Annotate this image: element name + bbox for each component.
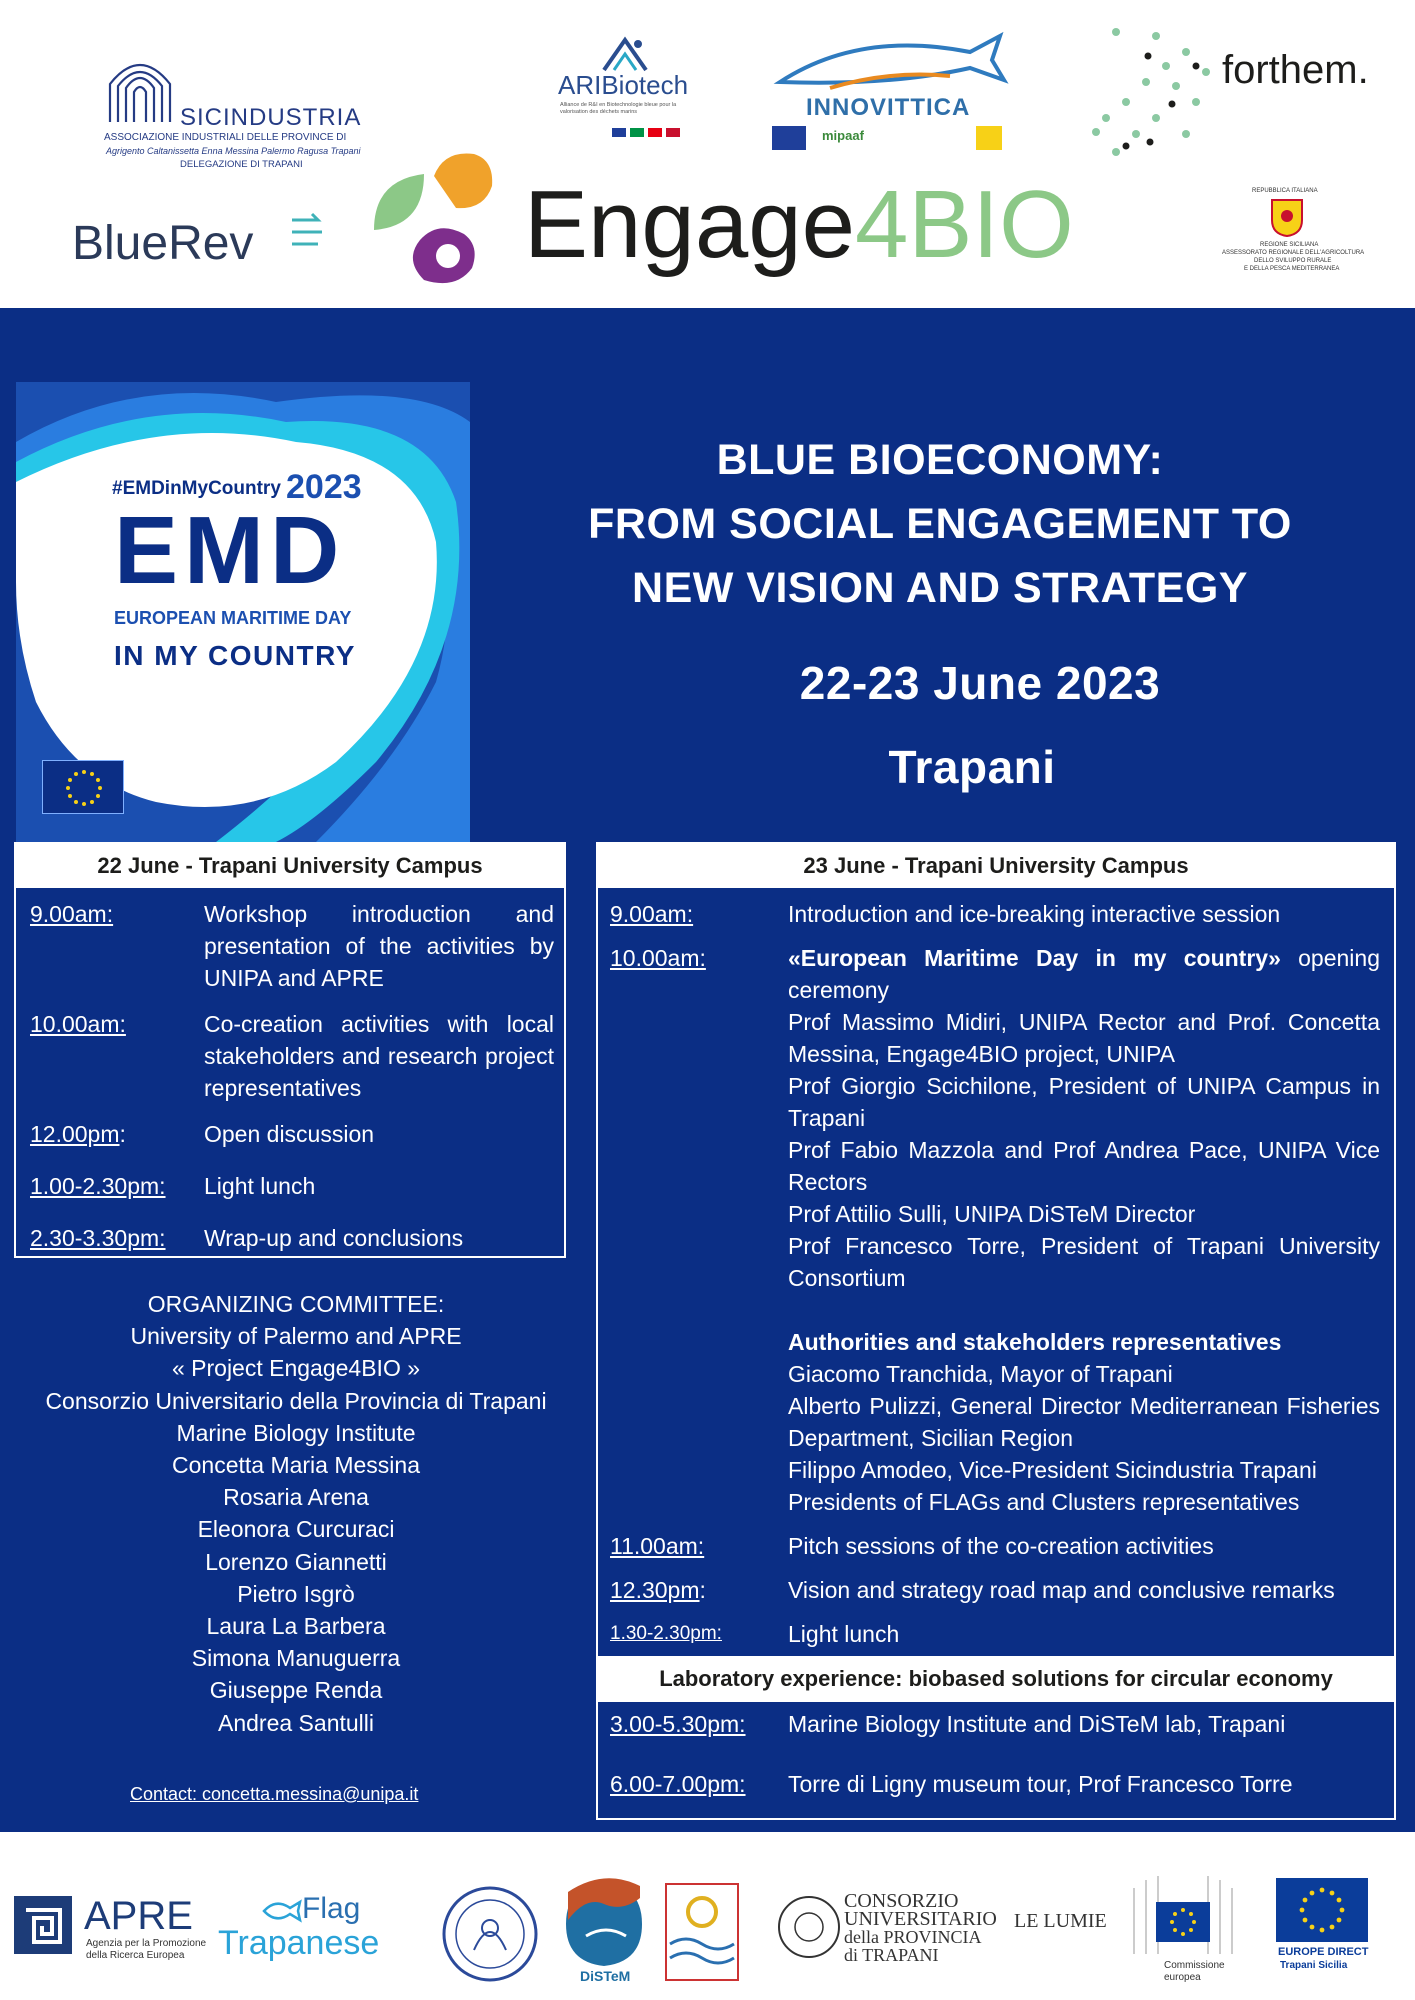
innovittica-logo xyxy=(770,30,1010,160)
day2-time-3: 11.00am: xyxy=(610,1533,705,1559)
emd-sub: EUROPEAN MARITIME DAY xyxy=(114,608,352,628)
day1-schedule-box xyxy=(14,842,566,1258)
authority-line-1: Giacomo Tranchida, Mayor of Trapani xyxy=(788,1361,1173,1387)
apre-square-icon xyxy=(14,1896,72,1954)
regione-siciliana-logo xyxy=(1210,188,1365,288)
aribiotech-name: ARIBiotech xyxy=(558,70,689,100)
authorities-heading: Authorities and stakeholders representatives xyxy=(788,1329,1282,1355)
sicindustria-name: SICINDUSTRIA xyxy=(180,104,362,131)
aribiotech-sub: Alliance de R&I en Biotechnologie bleue pour la valorisation des déchets marins xyxy=(560,102,677,115)
committee-line: Andrea Santulli xyxy=(218,1709,374,1736)
authority-line-3: Filippo Amodeo, Vice-President Sicindustria Trapani xyxy=(788,1457,1317,1483)
consorzio-seal-icon xyxy=(776,1894,842,1960)
regione-line4: DELLO SVILUPPO RURALE xyxy=(1254,258,1332,264)
day2-desc-1: Introduction and ice-breaking interactive session xyxy=(788,901,1281,927)
day2-desc-5: Light lunch xyxy=(788,1621,900,1647)
day1-desc-4: Light lunch xyxy=(204,1173,316,1199)
commissione-l1: Commissione xyxy=(1164,1960,1225,1971)
speaker-line-3: Prof Fabio Mazzola and Prof Andrea Pace, UNIPA Vice Rectors xyxy=(788,1137,1380,1195)
emd-country: IN MY COUNTRY xyxy=(114,640,356,671)
sicindustria-line3: DELEGAZIONE DI TRAPANI xyxy=(180,159,303,170)
engage4bio-part1: Engage xyxy=(524,171,855,278)
sicindustria-line2: Agrigento Caltanissetta Enna Messina Palermo Ragusa Trapani xyxy=(106,146,361,156)
unipa-seal-icon xyxy=(440,1884,540,1984)
day2-time-6: 3.00-5.30pm: xyxy=(610,1711,746,1737)
flag-trapanese-logo xyxy=(218,1892,418,1972)
flag-part2: Trapanese xyxy=(218,1924,380,1962)
committee-line: University of Palermo and APRE xyxy=(130,1323,462,1350)
berlaymont-icon xyxy=(1128,1868,1238,1958)
eu-flag-icon xyxy=(42,760,124,814)
day2-desc-2 xyxy=(788,942,1380,1006)
main-panel xyxy=(0,308,1415,1832)
sicindustria-logo xyxy=(100,52,362,172)
day2-time-4-suffix: : xyxy=(699,1577,706,1603)
day1-heading: 22 June - Trapani University Campus xyxy=(16,844,564,888)
emd-year: 2023 xyxy=(286,468,362,506)
consorzio-l1: CONSORZIO xyxy=(844,1890,959,1912)
day2-time-2: 10.00am: xyxy=(610,945,706,971)
committee-line: Marine Biology Institute xyxy=(176,1419,416,1446)
day1-desc-2: Co-creation activities with local stakeholders and research project representatives xyxy=(204,1011,554,1101)
title-line3: NEW VISION AND STRATEGY xyxy=(632,564,1248,612)
apre-sub2: della Ricerca Europea xyxy=(86,1950,185,1961)
committee-line: Laura La Barbera xyxy=(206,1613,386,1640)
authority-line-4: Presidents of FLAGs and Clusters representatives xyxy=(788,1489,1300,1515)
flag-part1: Flag xyxy=(302,1892,361,1925)
emd-badge xyxy=(16,382,470,842)
innovittica-fish-icon xyxy=(770,30,1010,94)
distem-drop-icon xyxy=(556,1876,652,1972)
apre-logo xyxy=(14,1894,207,1966)
committee-line: ORGANIZING COMMITTEE: xyxy=(147,1291,445,1317)
day2-desc-7: Torre di Ligny museum tour, Prof Francesco Torre xyxy=(788,1771,1293,1797)
innovittica-mipaaf: mipaaf xyxy=(822,128,864,143)
speaker-line-2: Prof Giorgio Scichilone, President of UNIPA Campus in Trapani xyxy=(788,1073,1380,1131)
regione-line5: E DELLA PESCA MEDITERRANEA xyxy=(1244,266,1340,272)
europe-direct-flag-icon xyxy=(1276,1878,1368,1942)
emd-hashtag: #EMDinMyCountry xyxy=(112,478,281,499)
committee-line: « Project Engage4BIO » xyxy=(171,1355,421,1382)
day2-time-5: 1.30-2.30pm: xyxy=(610,1623,722,1644)
regione-line3: ASSESSORATO REGIONALE DELL'AGRICOLTURA xyxy=(1222,250,1365,256)
consorzio-l3: della PROVINCIA xyxy=(844,1927,982,1947)
day2-time-7: 6.00-7.00pm: xyxy=(610,1771,746,1797)
le-lumie-logo xyxy=(1014,1910,1107,1950)
day2-heading: 23 June - Trapani University Campus xyxy=(598,844,1394,888)
trinacria-shield-icon xyxy=(1270,198,1304,238)
sicily-flag-small-icon xyxy=(976,126,1002,150)
engage4bio-wordmark xyxy=(524,170,1074,280)
bluerev-name: BlueRev xyxy=(72,217,254,270)
sicindustria-arch-icon xyxy=(104,54,176,124)
engage4bio-part2: 4BIO xyxy=(854,171,1074,278)
consorzio-logo xyxy=(776,1888,1006,1978)
organizing-committee xyxy=(14,1288,578,1739)
marine-institute-icon xyxy=(664,1882,740,1982)
committee-line: Concetta Maria Messina xyxy=(172,1452,420,1479)
committee-line: Giuseppe Renda xyxy=(209,1677,383,1704)
flag-fish-icon xyxy=(262,1898,302,1924)
aribiotech-emblem-icon xyxy=(600,36,650,72)
committee-line: Consorzio Universitario della Provincia di Trapani xyxy=(45,1387,547,1414)
emd-big: EMD xyxy=(114,497,346,604)
day2-time-4: 12.30pm xyxy=(610,1577,700,1603)
apre-name: APRE xyxy=(84,1894,193,1938)
day1-desc-1: Workshop introduction and presentation of the activities by UNIPA and APRE xyxy=(204,901,554,991)
sicindustria-line1: ASSOCIAZIONE INDUSTRIALI DELLE PROVINCE DI xyxy=(104,132,347,143)
committee-line: Simona Manuguerra xyxy=(191,1645,401,1672)
contact-email-link[interactable]: Contact: concetta.messina@unipa.it xyxy=(130,1784,419,1804)
le-lumie-name: LE LUMIE xyxy=(1014,1910,1107,1932)
consorzio-l4: di TRAPANI xyxy=(844,1945,939,1965)
day2-desc-6: Marine Biology Institute and DiSTeM lab, Trapani xyxy=(788,1711,1286,1737)
committee-line: Rosaria Arena xyxy=(223,1484,369,1511)
forthem-logo xyxy=(1086,22,1396,182)
day1-time-3-wrap xyxy=(30,1118,126,1150)
day2-time-1: 9.00am: xyxy=(610,901,694,927)
bluerev-logo xyxy=(72,210,332,280)
distem-name: DiSTeM xyxy=(580,1968,631,1984)
day2-time-4-wrap xyxy=(610,1574,706,1606)
speaker-line-1: Prof Massimo Midiri, UNIPA Rector and Prof. Concetta Messina, Engage4BIO project, UNIPA xyxy=(788,1009,1380,1067)
authority-line-2: Alberto Pulizzi, General Director Mediterranean Fisheries Department, Sicilian Region xyxy=(788,1393,1380,1451)
engage4bio-leaf-icon xyxy=(364,150,514,290)
day1-desc-3: Open discussion xyxy=(204,1121,375,1147)
regione-line2: REGIONE SICILIANA xyxy=(1260,242,1319,248)
day1-time-1: 9.00am: xyxy=(30,901,114,927)
event-place: Trapani xyxy=(888,741,1056,793)
day1-time-5: 2.30-3.30pm: xyxy=(30,1225,166,1251)
europe-direct-l2: Trapani Sicilia xyxy=(1280,1960,1348,1971)
speaker-line-4: Prof Attilio Sulli, UNIPA DiSTeM Director xyxy=(788,1201,1196,1227)
day1-time-4: 1.00-2.30pm: xyxy=(30,1173,166,1199)
commissione-l2: europea xyxy=(1164,1972,1201,1983)
day2-schedule-box xyxy=(596,842,1396,1820)
title-line1: BLUE BIOECONOMY: xyxy=(716,436,1164,484)
consorzio-l2: UNIVERSITARIO xyxy=(844,1908,997,1930)
title-line2: FROM SOCIAL ENGAGEMENT TO xyxy=(588,500,1292,548)
regione-line1: REPUBBLICA ITALIANA xyxy=(1252,188,1318,194)
day1-time-3: 12.00pm xyxy=(30,1121,120,1147)
footer-logos xyxy=(0,1832,1415,2000)
day1-time-3-suffix: : xyxy=(119,1121,126,1147)
event-date: 22-23 June 2023 xyxy=(799,657,1161,709)
committee-line: Eleonora Curcuraci xyxy=(197,1516,395,1543)
apre-sub1: Agenzia per la Promozione xyxy=(86,1938,207,1949)
header-logos xyxy=(0,0,1415,308)
emd-ceremony-rest: opening ceremony xyxy=(788,945,1380,1003)
eu-flag-small-icon xyxy=(772,126,806,150)
europe-direct-logo xyxy=(1276,1878,1376,1988)
committee-line: Lorenzo Giannetti xyxy=(205,1548,387,1575)
commissione-europea-logo xyxy=(1128,1868,1238,1988)
bluerev-wave-icon xyxy=(288,210,328,250)
forthem-name: forthem. xyxy=(1222,48,1369,92)
day1-desc-5: Wrap-up and conclusions xyxy=(204,1225,464,1251)
aribiotech-flags-icon xyxy=(612,124,692,134)
day2-desc-4: Vision and strategy road map and conclusive remarks xyxy=(788,1577,1335,1603)
committee-line: Pietro Isgrò xyxy=(237,1580,355,1607)
emd-ceremony-title: «European Maritime Day in my country» xyxy=(788,945,1281,971)
day1-time-2: 10.00am: xyxy=(30,1011,126,1037)
innovittica-name: INNOVITTICA xyxy=(806,94,971,121)
speaker-line-5: Prof Francesco Torre, President of Trapani University Consortium xyxy=(788,1233,1380,1291)
day2-desc-3: Pitch sessions of the co-creation activities xyxy=(788,1533,1214,1559)
europe-direct-l1: EUROPE DIRECT xyxy=(1278,1946,1369,1958)
lab-heading: Laboratory experience: biobased solutions for circular economy xyxy=(598,1656,1394,1702)
aribiotech-logo xyxy=(548,36,698,146)
distem-logo xyxy=(556,1876,656,1986)
engage4bio-logo xyxy=(364,150,1124,290)
